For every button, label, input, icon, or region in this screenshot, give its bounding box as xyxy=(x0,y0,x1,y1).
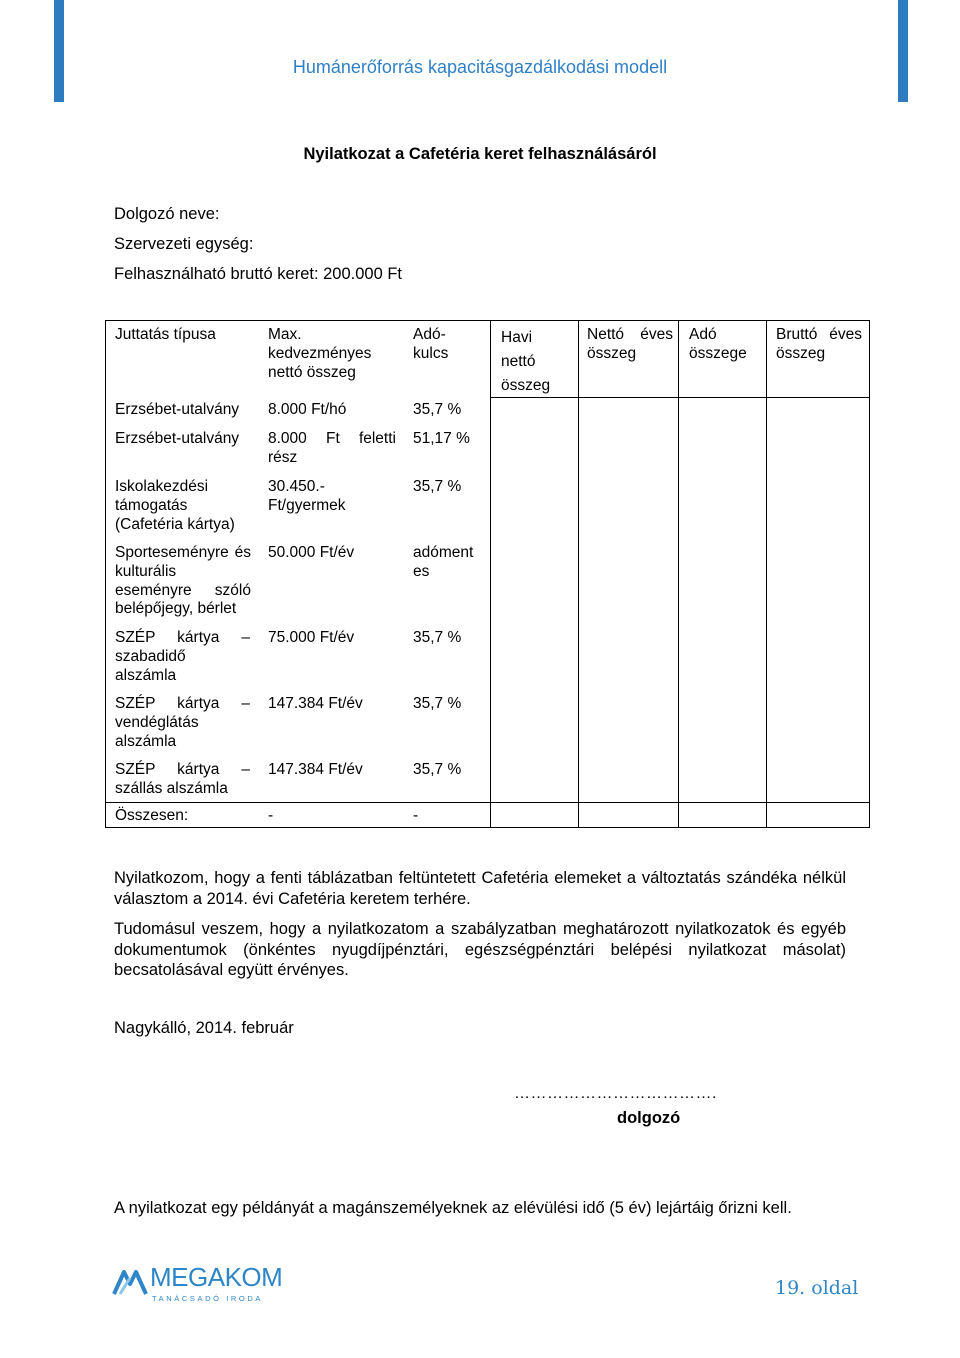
row-tax: adómentes xyxy=(413,544,474,580)
row-tax: 35,7 % xyxy=(413,629,462,646)
row-type: SZÉP kártya – szabadidő alszámla xyxy=(115,629,250,684)
row-max: 147.384 Ft/év xyxy=(268,695,363,712)
header-monthly: Havi nettó összeg xyxy=(501,329,551,394)
row-type: Erzsébet-utalvány xyxy=(115,401,240,418)
row-max: 8.000 Ft feletti rész xyxy=(268,430,396,466)
place-date: Nagykálló, 2014. február xyxy=(114,1019,294,1037)
header-net-annual: Nettó éves összeg xyxy=(587,326,673,362)
total-tax: - xyxy=(413,807,419,824)
row-max: 50.000 Ft/év xyxy=(268,544,355,561)
row-tax: 35,7 % xyxy=(413,478,462,495)
left-header-bar xyxy=(54,0,64,102)
megakom-logo-icon xyxy=(112,1264,148,1300)
row-type: Erzsébet-utalvány xyxy=(115,430,240,447)
row-tax: 35,7 % xyxy=(413,761,462,778)
table-total-rule xyxy=(105,802,870,803)
table-border-left xyxy=(105,320,106,828)
logo-subtitle: TANÁCSADÓ IRODA xyxy=(152,1294,263,1303)
row-max: 30.450.- Ft/gyermek xyxy=(268,478,346,514)
logo-wordmark: MEGAKOM xyxy=(150,1262,283,1292)
row-tax: 35,7 % xyxy=(413,401,462,418)
megakom-logo xyxy=(112,1262,282,1312)
header-max: Max. kedvezményes nettó összeg xyxy=(268,326,372,381)
row-tax: 51,17 % xyxy=(413,430,470,447)
row-type: SZÉP kártya – szállás alszámla xyxy=(115,761,250,797)
cafeteria-table xyxy=(105,320,870,828)
header-title: Humánerőforrás kapacitásgazdálkodási modell xyxy=(292,57,668,77)
row-max: 147.384 Ft/év xyxy=(268,761,363,778)
table-border-bottom xyxy=(105,827,870,828)
budget-label: Felhasználható bruttó keret: 200.000 Ft xyxy=(114,265,403,283)
row-tax: 35,7 % xyxy=(413,695,462,712)
document-title: Nyilatkozat a Cafetéria keret felhasználásáról xyxy=(303,145,657,163)
row-type: Iskolakezdési támogatás (Cafetéria kártya) xyxy=(115,478,235,533)
header-type: Juttatás típusa xyxy=(115,326,216,343)
budget-field xyxy=(114,265,406,284)
row-max: 75.000 Ft/év xyxy=(268,629,355,646)
page-number: 19. oldal xyxy=(775,1277,859,1299)
org-unit-label: Szervezeti egység: xyxy=(114,235,254,253)
row-type: SZÉP kártya – vendéglátás alszámla xyxy=(115,695,250,750)
total-max: - xyxy=(268,807,274,824)
right-header-bar xyxy=(898,0,908,102)
header-tax-amount: Adó összege xyxy=(689,326,747,362)
header-tax-rate: Adó-kulcs xyxy=(413,326,449,362)
row-type: Sporteseményre és kulturális eseményre szóló belépőjegy, bérlet xyxy=(115,544,251,618)
table-border-top xyxy=(105,320,870,321)
header-gross-annual: Bruttó éves összeg xyxy=(776,326,862,362)
total-label: Összesen: xyxy=(115,807,189,824)
employee-name-label: Dolgozó neve: xyxy=(114,205,220,223)
signature-line: ………………………………. xyxy=(514,1085,717,1102)
org-unit-field xyxy=(114,235,257,254)
employee-name-field xyxy=(114,205,224,224)
retention-note: A nyilatkozat egy példányát a magánszemélyeknek az elévülési idő (5 év) lejártáig őrizni kell. xyxy=(114,1199,792,1217)
row-max: 8.000 Ft/hó xyxy=(268,401,347,418)
signature-label: dolgozó xyxy=(617,1109,681,1127)
declaration-paragraph: Nyilatkozom, hogy a fenti táblázatban feltüntetett Cafetéria elemeket a változtatás szándéka nélkül választom a 2014. évi Cafetéria keretem terhére. xyxy=(114,869,846,908)
acknowledgement-paragraph: Tudomásul veszem, hogy a nyilatkozatom a szabályzatban meghatározott nyilatkozatok és egyéb dokumentumok (önkéntes nyugdíjpénztári, egészségpénztári belépési nyilatkozat másolat) becsatolásával együtt érvényes. xyxy=(114,920,846,979)
